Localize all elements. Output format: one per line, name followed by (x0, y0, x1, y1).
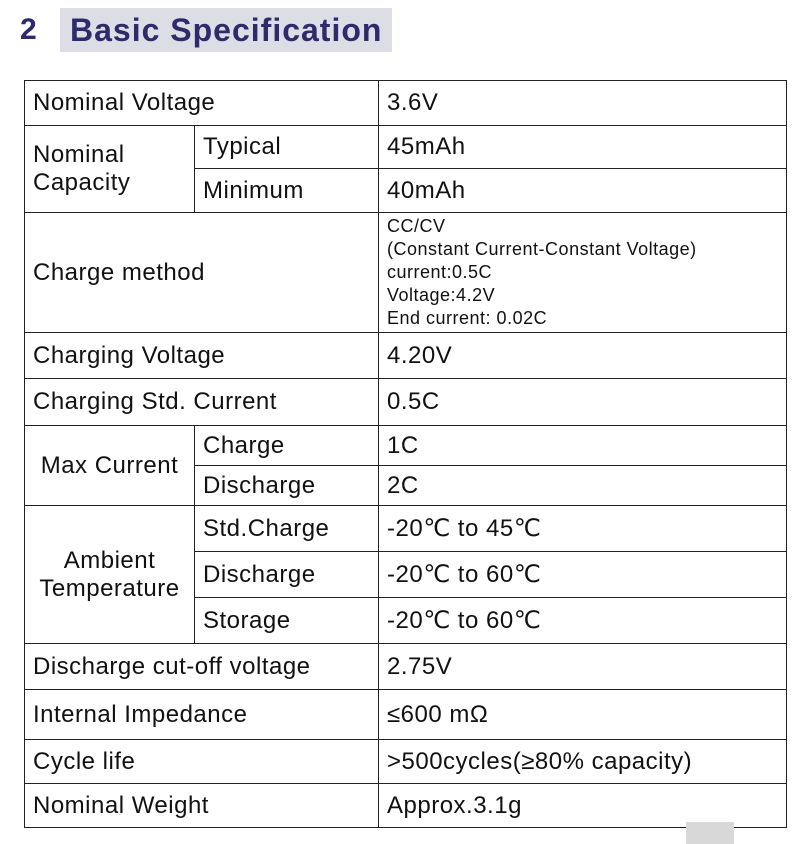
section-title: Basic Specification (60, 8, 392, 52)
section-heading (20, 8, 392, 52)
spec-label: Internal Impedance (25, 690, 379, 740)
table-row (25, 379, 787, 426)
spec-value: ≤600 mΩ (379, 690, 787, 740)
spec-value: >500cycles(≥80% capacity) (379, 740, 787, 784)
spec-value: 3.6V (379, 81, 787, 126)
table-row (25, 333, 787, 379)
spec-value: 4.20V (379, 333, 787, 379)
spec-label: Cycle life (25, 740, 379, 784)
spec-label: Nominal Capacity (25, 126, 195, 213)
spec-value: 2.75V (379, 644, 787, 690)
table-row (25, 213, 787, 333)
spec-value: 1C (379, 426, 787, 466)
spec-label: Charge method (25, 213, 379, 333)
table-row (25, 506, 787, 552)
spec-value: Approx.3.1g (379, 784, 787, 828)
table-row (25, 740, 787, 784)
charge-method-details: CC/CV (Constant Current-Constant Voltage) current:0.5C Voltage:4.2V End current: 0.02C (379, 213, 787, 333)
spec-sublabel: Storage (195, 598, 379, 644)
page-corner-mark (686, 822, 734, 844)
spec-sublabel: Minimum (195, 169, 379, 213)
table-row (25, 126, 787, 169)
spec-sublabel: Typical (195, 126, 379, 169)
spec-value: 2C (379, 466, 787, 506)
table-row (25, 426, 787, 466)
section-number: 2 (20, 13, 37, 46)
spec-label: Discharge cut-off voltage (25, 644, 379, 690)
spec-label: Charging Voltage (25, 333, 379, 379)
spec-label: Nominal Voltage (25, 81, 379, 126)
table-row (25, 690, 787, 740)
spec-sublabel: Charge (195, 426, 379, 466)
spec-value: -20℃ to 60℃ (379, 598, 787, 644)
spec-value: 45mAh (379, 126, 787, 169)
spec-table (24, 80, 787, 828)
spec-value: -20℃ to 60℃ (379, 552, 787, 598)
table-row (25, 81, 787, 126)
spec-label: Ambient Temperature (25, 506, 195, 644)
spec-value: 40mAh (379, 169, 787, 213)
table-row (25, 784, 787, 828)
spec-label: Charging Std. Current (25, 379, 379, 426)
spec-sublabel: Discharge (195, 466, 379, 506)
table-row (25, 644, 787, 690)
spec-value: -20℃ to 45℃ (379, 506, 787, 552)
spec-sublabel: Std.Charge (195, 506, 379, 552)
spec-sublabel: Discharge (195, 552, 379, 598)
spec-label: Nominal Weight (25, 784, 379, 828)
spec-label: Max Current (25, 426, 195, 506)
spec-value: 0.5C (379, 379, 787, 426)
